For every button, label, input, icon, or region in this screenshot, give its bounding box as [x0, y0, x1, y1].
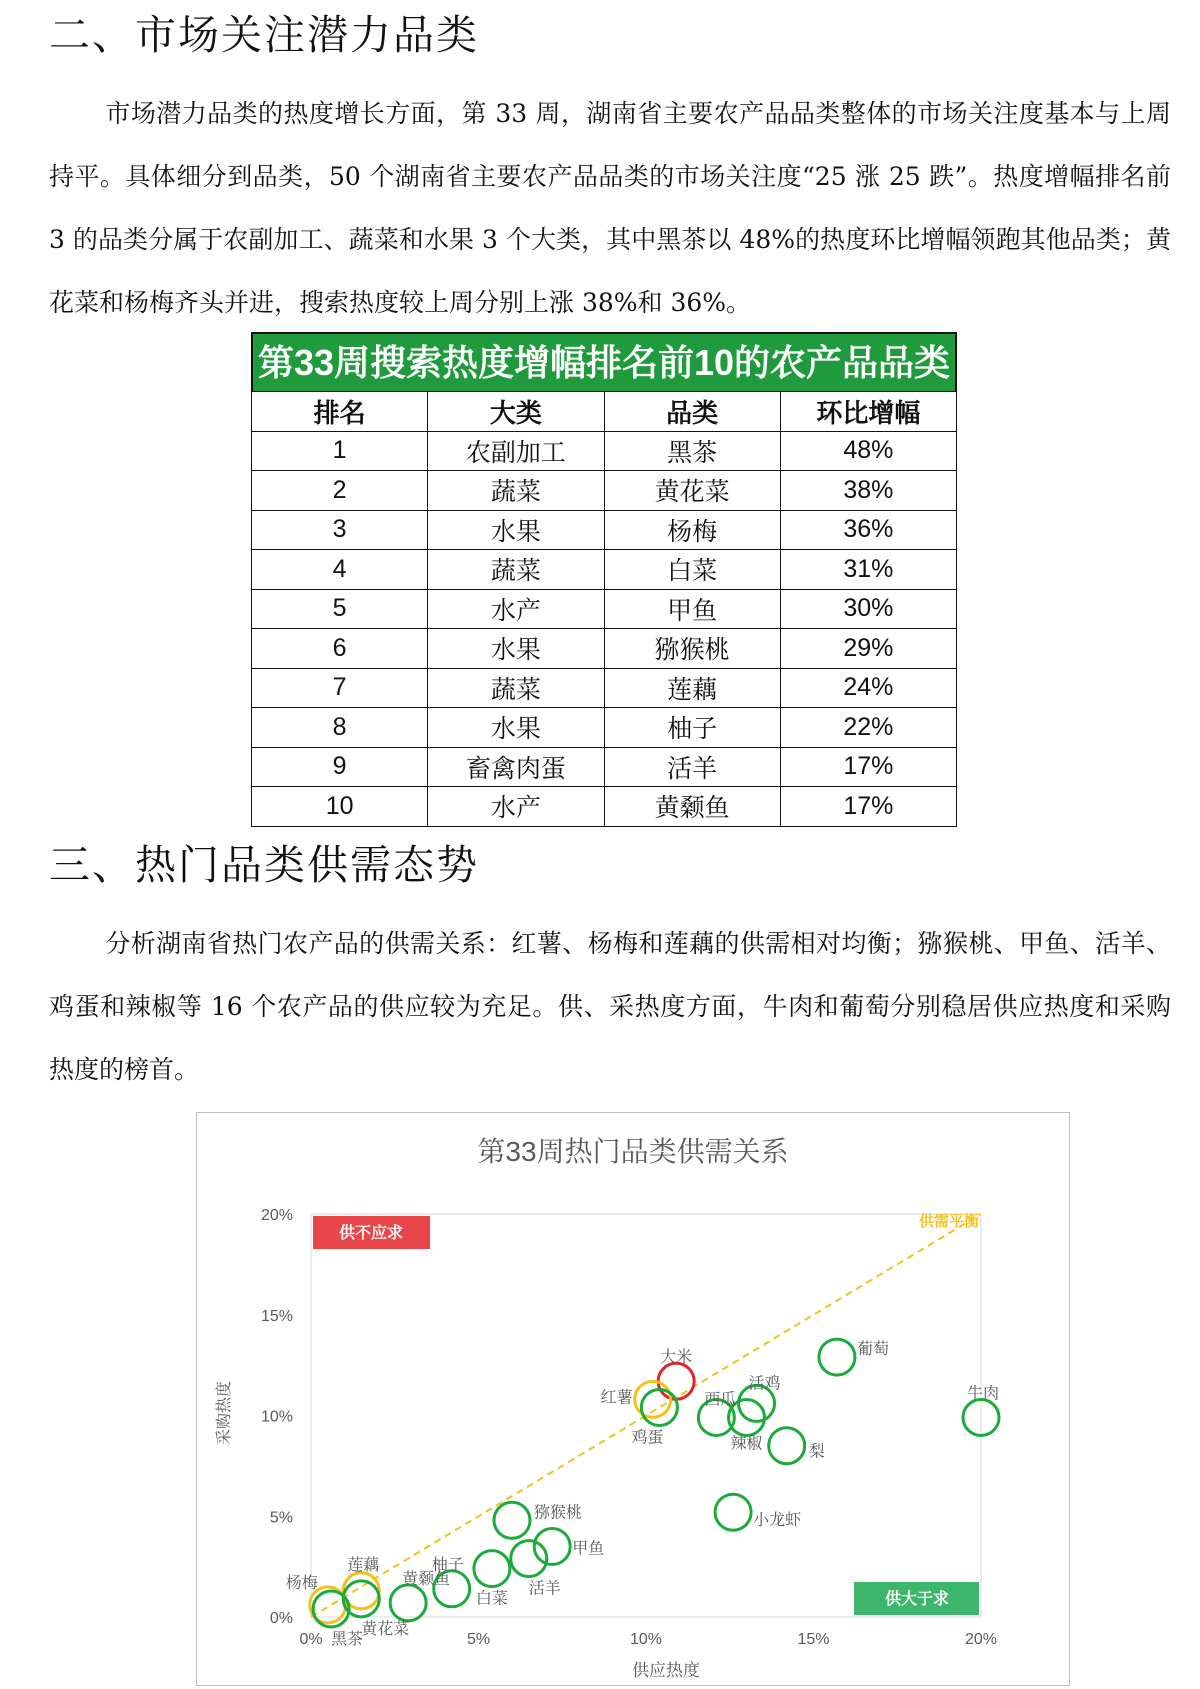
cell-growth: 48% [780, 431, 956, 471]
cell-category: 蔬菜 [428, 668, 604, 708]
point-label-牛肉: 牛肉 [966, 1385, 1000, 1403]
table-row [252, 431, 957, 471]
header-product: 品类 [604, 392, 780, 432]
supply-demand-chart [196, 1112, 1070, 1686]
cell-category: 蔬菜 [428, 471, 604, 511]
cell-category: 畜禽肉蛋 [428, 747, 604, 787]
cell-product: 白菜 [604, 550, 780, 590]
point-黄花菜 [343, 1581, 379, 1617]
supply-exceeds-label: 供大于求 [884, 1591, 950, 1608]
cell-growth: 29% [780, 629, 956, 669]
point-label-葡萄: 葡萄 [856, 1341, 889, 1359]
cell-growth: 17% [780, 787, 956, 827]
point-label-大米: 大米 [660, 1349, 693, 1367]
header-rank: 排名 [252, 392, 428, 432]
cell-rank: 6 [252, 629, 428, 669]
point-label-西瓜: 西瓜 [704, 1391, 737, 1409]
section-heading-supply-demand: 三、热门品类供需态势 [49, 841, 479, 889]
cell-category: 水果 [428, 510, 604, 550]
cell-product: 黄花菜 [604, 471, 780, 511]
cell-product: 柚子 [604, 708, 780, 748]
cell-rank: 3 [252, 510, 428, 550]
table-row [252, 550, 957, 590]
point-label-活羊: 活羊 [528, 1580, 561, 1598]
cell-growth: 38% [780, 471, 956, 511]
cell-rank: 5 [252, 589, 428, 629]
point-label-鸡蛋: 鸡蛋 [631, 1429, 664, 1447]
cell-rank: 8 [252, 708, 428, 748]
cell-product: 杨梅 [604, 510, 780, 550]
table-row [252, 510, 957, 550]
ranking-table [251, 332, 957, 827]
cell-rank: 9 [252, 747, 428, 787]
table-row [252, 629, 957, 669]
point-label-猕猴桃: 猕猴桃 [534, 1504, 583, 1522]
chart-svg [197, 1113, 1069, 1685]
cell-rank: 2 [252, 471, 428, 511]
cell-product: 活羊 [604, 747, 780, 787]
point-label-柚子: 柚子 [431, 1556, 464, 1574]
x-tick-label: 0% [299, 1631, 323, 1648]
balance-line-label: 供需平衡 [918, 1213, 979, 1230]
cell-rank: 7 [252, 668, 428, 708]
cell-product: 猕猴桃 [604, 629, 780, 669]
cell-growth: 30% [780, 589, 956, 629]
demand-exceeds-label: 供不应求 [338, 1225, 404, 1242]
point-label-黄颡鱼: 黄颡鱼 [402, 1570, 451, 1588]
x-tick-label: 5% [466, 1631, 491, 1648]
paragraph-text: 市场潜力品类的热度增长方面，第 33 周，湖南省主要农产品品类整体的市场关注度基本与上周持平。具体细分到品类，50 个湖南省主要农产品品类的市场关注度“25 涨 25 跌”。热度增幅排名前 3 的品类分属于农副加工、蔬菜和水果 3 个大类，其中黑茶以 48%的热度环比增幅领跑其他品类；黄花菜和杨梅齐头并进，搜索热度较上周分别上涨 38%和 36%。 [49, 99, 1171, 317]
table-row [252, 747, 957, 787]
cell-product: 莲藕 [604, 668, 780, 708]
point-大米 [658, 1363, 694, 1399]
point-梨 [769, 1428, 805, 1464]
header-category: 大类 [428, 392, 604, 432]
point-label-红薯: 红薯 [600, 1389, 633, 1407]
cell-category: 水产 [428, 589, 604, 629]
point-label-杨梅: 杨梅 [285, 1574, 318, 1592]
point-甲鱼 [534, 1528, 570, 1564]
section-heading-potential: 二、市场关注潜力品类 [49, 11, 479, 59]
cell-rank: 1 [252, 431, 428, 471]
table-row [252, 708, 957, 748]
cell-growth: 24% [780, 668, 956, 708]
table-row [252, 787, 957, 827]
table-row [252, 471, 957, 511]
point-活羊 [511, 1541, 547, 1577]
cell-growth: 31% [780, 550, 956, 590]
cell-product: 黑茶 [604, 431, 780, 471]
chart-title: 第33周热门品类供需关系 [477, 1136, 789, 1167]
cell-category: 水果 [428, 629, 604, 669]
table-title: 第33周搜索热度增幅排名前10的农产品品类 [251, 332, 957, 391]
cell-rank: 4 [252, 550, 428, 590]
paragraph-text: 分析湖南省热门农产品的供需关系：红薯、杨梅和莲藕的供需相对均衡；猕猴桃、甲鱼、活羊、鸡蛋和辣椒等 16 个农产品的供应较为充足。供、采热度方面，牛肉和葡萄分别稳居供应热度和采购热度的榜首。 [49, 929, 1171, 1084]
x-tick-label: 10% [629, 1631, 663, 1648]
cell-product: 黄颡鱼 [604, 787, 780, 827]
y-tick-label: 5% [269, 1509, 293, 1527]
point-白菜 [474, 1551, 510, 1587]
point-label-黄花菜: 黄花菜 [361, 1620, 410, 1638]
table-row [252, 668, 957, 708]
cell-rank: 10 [252, 787, 428, 827]
y-axis-label: 采购热度 [216, 1380, 233, 1446]
section-paragraph-supply-demand [49, 912, 1171, 1101]
cell-growth: 22% [780, 708, 956, 748]
y-tick-label: 20% [260, 1207, 293, 1224]
point-鸡蛋 [641, 1389, 677, 1425]
point-label-活鸡: 活鸡 [748, 1375, 781, 1393]
ranking-table-grid [251, 391, 957, 827]
y-tick-label: 0% [269, 1610, 293, 1627]
cell-growth: 36% [780, 510, 956, 550]
point-label-白菜: 白菜 [475, 1590, 508, 1608]
y-tick-label: 10% [260, 1408, 293, 1426]
point-黄颡鱼 [390, 1585, 426, 1621]
section-paragraph-potential [49, 82, 1171, 334]
point-猕猴桃 [494, 1502, 530, 1538]
point-label-莲藕: 莲藕 [347, 1556, 380, 1574]
point-label-黑茶: 黑茶 [331, 1630, 364, 1648]
point-label-小龙虾: 小龙虾 [753, 1512, 802, 1530]
cell-category: 农副加工 [428, 431, 604, 471]
cell-category: 水产 [428, 787, 604, 827]
point-label-甲鱼: 甲鱼 [572, 1540, 605, 1558]
cell-category: 水果 [428, 708, 604, 748]
point-label-梨: 梨 [808, 1443, 825, 1461]
cell-growth: 17% [780, 747, 956, 787]
header-growth: 环比增幅 [780, 392, 956, 432]
point-小龙虾 [715, 1494, 751, 1530]
y-tick-label: 15% [260, 1307, 293, 1325]
cell-product: 甲鱼 [604, 589, 780, 629]
x-tick-label: 20% [964, 1631, 998, 1648]
table-row [252, 589, 957, 629]
point-label-辣椒: 辣椒 [730, 1435, 763, 1453]
cell-category: 蔬菜 [428, 550, 604, 590]
x-axis-label: 供应热度 [632, 1661, 700, 1680]
point-葡萄 [819, 1339, 855, 1375]
x-tick-label: 15% [797, 1631, 830, 1648]
